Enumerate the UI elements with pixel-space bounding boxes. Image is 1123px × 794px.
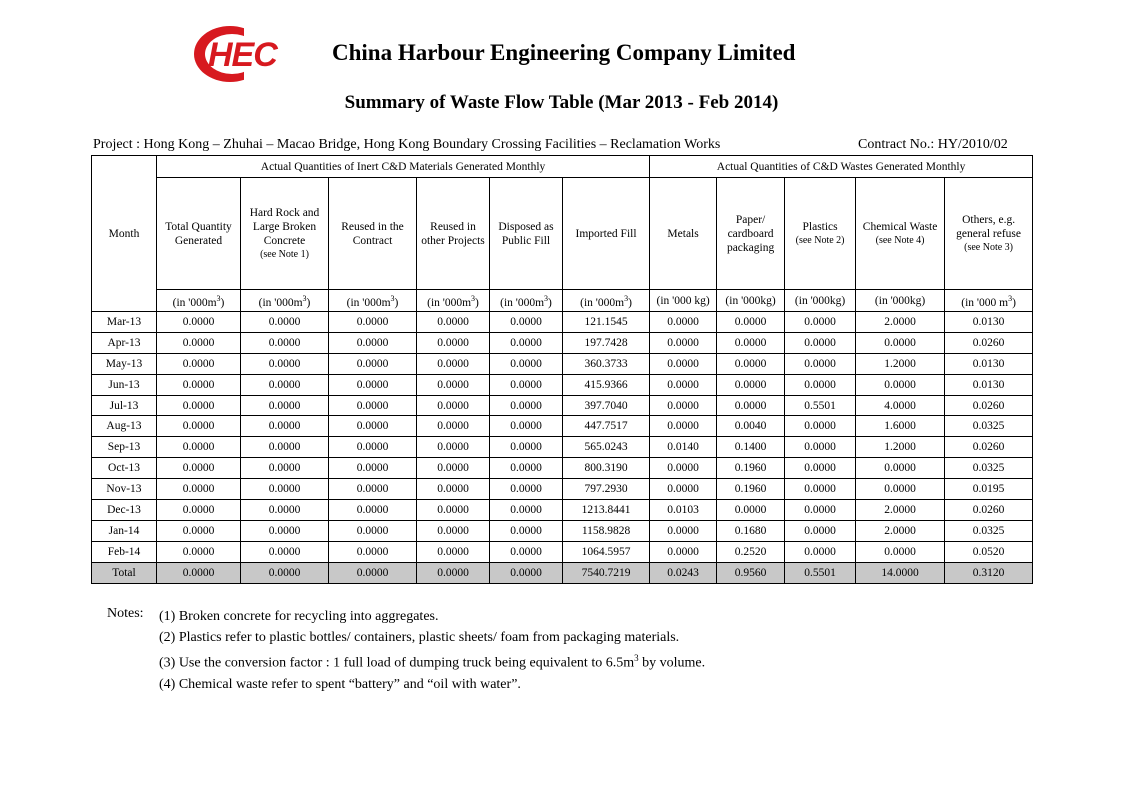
unit-header: (in '$000m^3$)	[241, 290, 329, 312]
value-cell: 0.0000	[329, 312, 417, 333]
company-name: China Harbour Engineering Company Limited	[332, 40, 796, 65]
table-row	[92, 332, 1033, 353]
value-cell: 0.2520	[717, 541, 785, 562]
value-cell: 0.0130	[945, 374, 1033, 395]
value-cell: 4.0000	[856, 395, 945, 416]
value-cell: 0.0000	[785, 541, 856, 562]
value-cell: 0.0000	[157, 332, 241, 353]
value-cell: 0.0195	[945, 479, 1033, 500]
unit-header: (in '000kg)	[717, 290, 785, 312]
value-cell: 0.0000	[490, 312, 563, 333]
value-cell: 0.0000	[157, 479, 241, 500]
table-row	[92, 541, 1033, 562]
value-cell: 2.0000	[856, 500, 945, 521]
value-cell: 415.9366	[563, 374, 650, 395]
value-cell: 0.0000	[490, 500, 563, 521]
month-cell: Jul-13	[92, 395, 157, 416]
value-cell: 0.5501	[785, 395, 856, 416]
value-cell: 0.0000	[785, 312, 856, 333]
month-cell: Mar-13	[92, 312, 157, 333]
value-cell: 14.0000	[856, 562, 945, 583]
value-cell: 0.0000	[490, 353, 563, 374]
column-note: (see Note 2)	[795, 234, 845, 246]
month-cell: Jun-13	[92, 374, 157, 395]
value-cell: 0.0000	[650, 312, 717, 333]
value-cell: 0.0000	[157, 374, 241, 395]
column-header	[856, 178, 945, 290]
value-cell: 0.0520	[945, 541, 1033, 562]
value-cell: 0.0325	[945, 416, 1033, 437]
value-cell: 800.3190	[563, 458, 650, 479]
value-cell: 0.0000	[490, 562, 563, 583]
column-header	[945, 178, 1033, 290]
table-row	[92, 479, 1033, 500]
unit-header: (in '$000m^3$)	[157, 290, 241, 312]
value-cell: 0.0000	[241, 353, 329, 374]
value-cell: 0.0000	[856, 541, 945, 562]
value-cell: 0.0000	[856, 458, 945, 479]
value-cell: 0.0000	[417, 353, 490, 374]
month-header: Month	[92, 156, 157, 312]
value-cell: 0.0000	[717, 353, 785, 374]
value-cell: 0.0000	[490, 416, 563, 437]
value-cell: 0.0000	[785, 479, 856, 500]
unit-header: (in '$000m^3$)	[329, 290, 417, 312]
value-cell: 0.0000	[785, 437, 856, 458]
table-row	[92, 520, 1033, 541]
value-cell: 0.0000	[157, 437, 241, 458]
value-cell: 0.1960	[717, 458, 785, 479]
value-cell: 0.0000	[241, 541, 329, 562]
month-cell: Dec-13	[92, 500, 157, 521]
column-header	[650, 178, 717, 290]
value-cell: 0.0325	[945, 520, 1033, 541]
column-label: Reused in the Contract	[341, 220, 404, 247]
value-cell: 0.0000	[417, 332, 490, 353]
value-cell: 0.0000	[650, 395, 717, 416]
value-cell: 0.0000	[157, 541, 241, 562]
column-label: Plastics	[802, 220, 838, 233]
value-cell: 0.0000	[417, 520, 490, 541]
value-cell: 0.0000	[417, 479, 490, 500]
value-cell: 0.0000	[417, 541, 490, 562]
value-cell: 0.0000	[650, 374, 717, 395]
value-cell: 0.0040	[717, 416, 785, 437]
unit-header: (in '000kg)	[856, 290, 945, 312]
value-cell: 0.1680	[717, 520, 785, 541]
column-label: Others, e.g. general refuse	[956, 213, 1021, 240]
value-cell: 0.0000	[329, 479, 417, 500]
value-cell: 0.1960	[717, 479, 785, 500]
table-row	[92, 416, 1033, 437]
column-label: Metals	[667, 227, 699, 240]
column-label: Hard Rock and Large Broken Concrete	[249, 206, 320, 247]
value-cell: 0.0000	[329, 374, 417, 395]
value-cell: 0.0000	[417, 395, 490, 416]
notes-label: Notes:	[107, 606, 144, 621]
value-cell: 0.0000	[717, 332, 785, 353]
value-cell: 0.0000	[241, 312, 329, 333]
value-cell: 0.0000	[785, 458, 856, 479]
value-cell: 0.0000	[417, 312, 490, 333]
value-cell: 0.0000	[785, 332, 856, 353]
value-cell: 0.0000	[241, 437, 329, 458]
value-cell: 0.0000	[417, 562, 490, 583]
table-row	[92, 458, 1033, 479]
waste-flow-table	[91, 155, 1033, 584]
value-cell: 797.2930	[563, 479, 650, 500]
value-cell: 0.0000	[785, 353, 856, 374]
column-label: Paper/ cardboard packaging	[726, 213, 775, 254]
value-cell: 0.0000	[329, 395, 417, 416]
value-cell: 0.0000	[717, 312, 785, 333]
value-cell: 0.0103	[650, 500, 717, 521]
column-label: Chemical Waste	[862, 220, 938, 233]
unit-header: (in '$000m^3$)	[490, 290, 563, 312]
value-cell: 0.0000	[157, 520, 241, 541]
value-cell: 0.0000	[241, 562, 329, 583]
column-note: (see Note 4)	[875, 234, 925, 246]
value-cell: 0.0000	[157, 416, 241, 437]
value-cell: 0.0000	[490, 541, 563, 562]
column-note: (see Note 3)	[964, 241, 1014, 253]
value-cell: 360.3733	[563, 353, 650, 374]
value-cell: 0.0243	[650, 562, 717, 583]
total-row	[92, 562, 1033, 583]
value-cell: 0.0000	[490, 395, 563, 416]
column-label: Disposed as Public Fill	[498, 220, 554, 247]
column-header	[785, 178, 856, 290]
unit-header: (in '$000m^3$)	[417, 290, 490, 312]
value-cell: 0.0325	[945, 458, 1033, 479]
logo-text: HEC	[208, 36, 277, 74]
value-cell: 0.0000	[490, 332, 563, 353]
value-cell: 0.0000	[329, 458, 417, 479]
value-cell: 0.0000	[856, 332, 945, 353]
value-cell: 0.0130	[945, 312, 1033, 333]
value-cell: 0.0000	[650, 353, 717, 374]
value-cell: 0.0000	[157, 458, 241, 479]
notes	[159, 606, 705, 695]
month-cell: Apr-13	[92, 332, 157, 353]
value-cell: 0.0140	[650, 437, 717, 458]
month-cell: Sep-13	[92, 437, 157, 458]
value-cell: 0.0000	[241, 520, 329, 541]
value-cell: 0.9560	[717, 562, 785, 583]
waste-group-header: Actual Quantities of C&D Wastes Generated Monthly	[650, 156, 1033, 178]
value-cell: 0.0000	[157, 312, 241, 333]
value-cell: 0.3120	[945, 562, 1033, 583]
value-cell: 0.0000	[717, 500, 785, 521]
column-label: Reused in other Projects	[421, 220, 485, 247]
page-title: Summary of Waste Flow Table (Mar 2013 - Feb 2014)	[344, 92, 779, 113]
value-cell: 447.7517	[563, 416, 650, 437]
value-cell: 2.0000	[856, 520, 945, 541]
unit-header: (in '000 kg)	[650, 290, 717, 312]
value-cell: 0.0000	[241, 395, 329, 416]
value-cell: 0.0000	[329, 541, 417, 562]
value-cell: 0.5501	[785, 562, 856, 583]
value-cell: 0.0000	[417, 500, 490, 521]
value-cell: 1.2000	[856, 353, 945, 374]
value-cell: 0.0000	[490, 458, 563, 479]
month-cell: Aug-13	[92, 416, 157, 437]
value-cell: 0.0000	[650, 479, 717, 500]
note-1: (1) Broken concrete for recycling into aggregates.	[159, 609, 439, 624]
column-header	[563, 178, 650, 290]
value-cell: 0.0000	[157, 395, 241, 416]
column-header	[241, 178, 329, 290]
value-cell: 0.0000	[157, 353, 241, 374]
value-cell: 0.0000	[717, 374, 785, 395]
value-cell: 0.0130	[945, 353, 1033, 374]
table-row	[92, 395, 1033, 416]
value-cell: 1.6000	[856, 416, 945, 437]
value-cell: 0.0000	[490, 520, 563, 541]
value-cell: 0.0000	[241, 500, 329, 521]
unit-header: (in '$000m^3$)	[563, 290, 650, 312]
value-cell: 0.0000	[490, 374, 563, 395]
value-cell: 0.0000	[241, 332, 329, 353]
month-cell: Total	[92, 562, 157, 583]
month-cell: Jan-14	[92, 520, 157, 541]
value-cell: 0.1400	[717, 437, 785, 458]
month-cell: Nov-13	[92, 479, 157, 500]
value-cell: 0.0000	[157, 562, 241, 583]
contract-number: Contract No.: HY/2010/02	[858, 137, 1008, 152]
value-cell: 0.0000	[241, 416, 329, 437]
column-header	[717, 178, 785, 290]
value-cell: 0.0000	[785, 374, 856, 395]
table-row	[92, 437, 1033, 458]
table-row	[92, 374, 1033, 395]
column-label: Total Quantity Generated	[165, 220, 232, 247]
value-cell: 0.0000	[329, 562, 417, 583]
value-cell: 197.7428	[563, 332, 650, 353]
table-row	[92, 500, 1033, 521]
value-cell: 0.0000	[329, 332, 417, 353]
unit-header: (in '000kg)	[785, 290, 856, 312]
value-cell: 0.0000	[856, 374, 945, 395]
value-cell: 0.0000	[650, 541, 717, 562]
value-cell: 0.0000	[785, 416, 856, 437]
value-cell: 1213.8441	[563, 500, 650, 521]
value-cell: 0.0000	[241, 479, 329, 500]
value-cell: 0.0260	[945, 500, 1033, 521]
value-cell: 0.0000	[785, 500, 856, 521]
month-cell: Oct-13	[92, 458, 157, 479]
value-cell: 0.0000	[490, 479, 563, 500]
column-header	[490, 178, 563, 290]
note-4: (4) Chemical waste refer to spent “battery” and “oil with water”.	[159, 676, 521, 692]
value-cell: 0.0000	[717, 395, 785, 416]
value-cell: 0.0000	[417, 416, 490, 437]
value-cell: 1.2000	[856, 437, 945, 458]
column-header	[417, 178, 490, 290]
value-cell: 0.0000	[157, 500, 241, 521]
value-cell: 0.0000	[329, 437, 417, 458]
value-cell: 0.0000	[329, 353, 417, 374]
value-cell: 0.0000	[417, 437, 490, 458]
value-cell: 1064.5957	[563, 541, 650, 562]
note-3: (3) Use the conversion factor : 1 full load of dumping truck being equivalent to $6.5m^3$ by volume.	[159, 653, 706, 671]
value-cell: 0.0260	[945, 437, 1033, 458]
note-2: (2) Plastics refer to plastic bottles/ containers, plastic sheets/ foam from packaging materials.	[159, 630, 680, 645]
value-cell: 0.0000	[650, 458, 717, 479]
value-cell: 0.0000	[417, 458, 490, 479]
table-row	[92, 312, 1033, 333]
value-cell: 0.0000	[417, 374, 490, 395]
value-cell: 0.0000	[241, 374, 329, 395]
value-cell: 0.0000	[490, 437, 563, 458]
value-cell: 0.0000	[329, 416, 417, 437]
column-header	[157, 178, 241, 290]
unit-header: (in '000 $m^3$)	[945, 290, 1033, 312]
month-cell: Feb-14	[92, 541, 157, 562]
value-cell: 0.0000	[650, 520, 717, 541]
value-cell: 121.1545	[563, 312, 650, 333]
value-cell: 565.0243	[563, 437, 650, 458]
value-cell: 7540.7219	[563, 562, 650, 583]
value-cell: 0.0000	[650, 332, 717, 353]
month-cell: May-13	[92, 353, 157, 374]
value-cell: 397.7040	[563, 395, 650, 416]
project-line: Project : Hong Kong – Zhuhai – Macao Bridge, Hong Kong Boundary Crossing Facilities – Reclamation Works	[93, 137, 721, 152]
value-cell: 1158.9828	[563, 520, 650, 541]
value-cell: 0.0000	[856, 479, 945, 500]
table-row	[92, 353, 1033, 374]
column-header	[329, 178, 417, 290]
hec-logo	[192, 24, 307, 84]
value-cell: 0.0000	[650, 416, 717, 437]
value-cell: 0.0260	[945, 395, 1033, 416]
value-cell: 0.0260	[945, 332, 1033, 353]
inert-group-header: Actual Quantities of Inert C&D Materials Generated Monthly	[157, 156, 650, 178]
column-label: Imported Fill	[575, 227, 637, 240]
value-cell: 2.0000	[856, 312, 945, 333]
value-cell: 0.0000	[241, 458, 329, 479]
value-cell: 0.0000	[785, 520, 856, 541]
value-cell: 0.0000	[329, 520, 417, 541]
value-cell: 0.0000	[329, 500, 417, 521]
column-note: (see Note 1)	[260, 248, 309, 260]
